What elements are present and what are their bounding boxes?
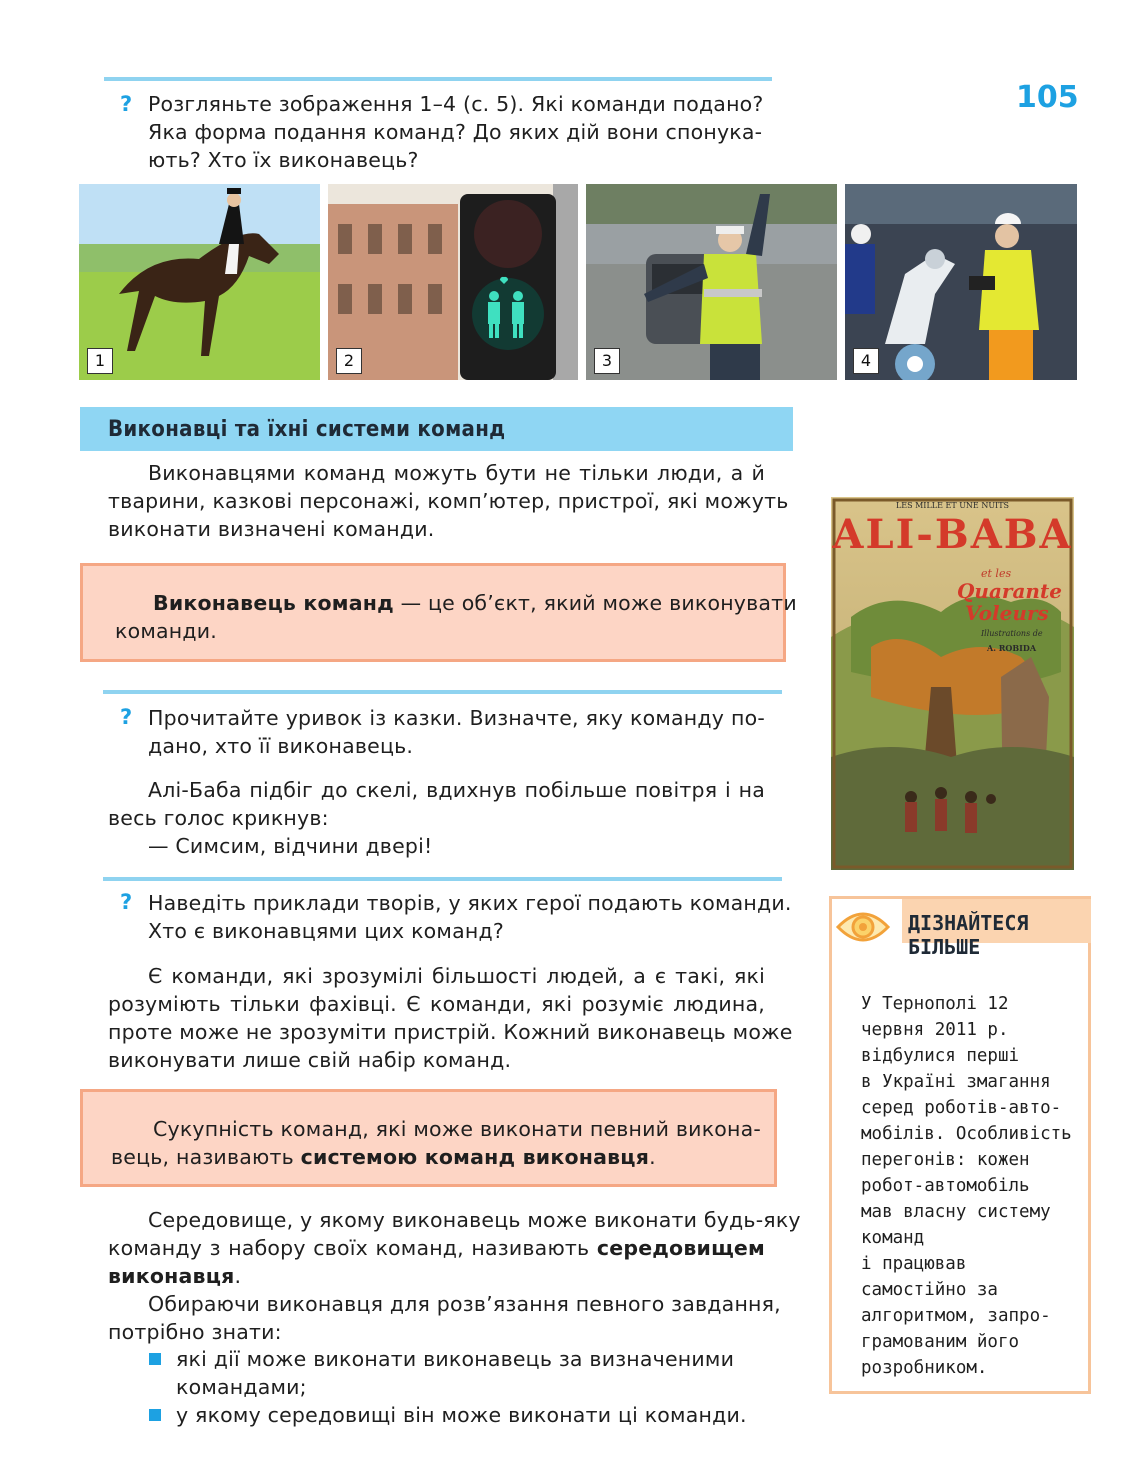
question-2-text: Прочитайте уривок із казки. Визначте, яку команду по- дано, хто її виконавець. (148, 706, 765, 758)
question-divider (103, 690, 782, 694)
definition-term: Виконавець команд (153, 591, 394, 615)
section-title: Виконавці та їхні системи команд (108, 417, 506, 442)
photo-label: 1 (87, 348, 113, 374)
bullet-square-icon (149, 1353, 161, 1365)
photo-label: 3 (594, 348, 620, 374)
paragraph-choosing: Обираючи виконавця для розв’язання певного завдання, потрібно знати: (108, 1292, 781, 1344)
bullet-item: у якому середовищі він може виконати ці команди. (176, 1403, 747, 1427)
book-cover-subtitle: et les (981, 567, 1012, 580)
question-mark-icon: ? (120, 705, 133, 729)
eye-icon (832, 899, 894, 955)
bullet-item: які дії може виконати виконавець за визначеними командами; (176, 1347, 735, 1399)
sidebar-text: У Тернополі 12 червня 2011 р. відбулися перші в Україні змагання серед роботів-авто- мобілів. Особливість перегонів: кожен робот-автомобіль мав власну систему команд і працював самостійно за алгоритмом, запро- грамованим його розробником. (861, 994, 1072, 1378)
environment-term: середовищем (596, 1236, 765, 1260)
photo-label: 4 (853, 348, 879, 374)
book-cover-subtitle: Quarante (957, 579, 1062, 603)
book-cover-subtitle: Voleurs (965, 601, 1049, 625)
question-3-text: Наведіть приклади творів, у яких герої подають команди. Хто є виконавцями цих команд? (148, 891, 792, 943)
question-mark-icon: ? (120, 92, 133, 116)
page-number: 105 (1016, 80, 1079, 115)
definition-box-executor: Виконавець команд — це об’єкт, який може виконувати команди. (80, 563, 786, 662)
sidebar-header (902, 899, 1091, 959)
tale-excerpt: Алі-Баба підбіг до скелі, вдихнув побільше повітря і на весь голос крикнув: — Симсим, відчини двері! (108, 778, 765, 858)
question-1-text: Розгляньте зображення 1–4 (с. 5). Які команди подано? Яка форма подання команд? До яких дій вони спонука- ють? Хто їх виконавець? (148, 92, 764, 172)
photo-traffic-light (328, 184, 578, 380)
book-cover-illustrations: Illustrations de (981, 629, 1043, 638)
paragraph-commands: Є команди, які зрозумілі більшості людей, а є такі, які розуміють тільки фахівці. Є команди, які розуміє людина, проте може не зрозуміти пристрій. Кожний виконавець може виконувати лише свій набір команд. (108, 964, 793, 1072)
definition-box-command-system: Сукупність команд, які може виконати певний викона- вець, називають системою команд виконавця. (80, 1089, 777, 1187)
photo-robot-welding (845, 184, 1077, 380)
question-divider (103, 877, 782, 881)
photo-horse-rider (79, 184, 320, 380)
environment-term: виконавця (108, 1264, 235, 1288)
bullet-square-icon (149, 1409, 161, 1421)
book-cover-top-line: LES MILLE ET UNE NUITS (895, 501, 1010, 510)
question-mark-icon: ? (120, 890, 133, 914)
sidebar-learn-more (829, 896, 1091, 1394)
definition-term: системою команд виконавця (300, 1145, 650, 1169)
paragraph-executors: Виконавцями команд можуть бути не тільки люди, а й тварини, казкові персонажі, комп’ютер, пристрої, які можуть виконати визначені команди. (108, 461, 789, 541)
book-cover-title: ALI-BABA (832, 511, 1073, 558)
sidebar-title: ДІЗНАЙТЕСЯ БІЛЬШЕ (908, 911, 1029, 959)
photo-label: 2 (336, 348, 362, 374)
photo-police-officer (586, 184, 837, 380)
question-divider (104, 77, 772, 81)
paragraph-environment: Середовище, у якому виконавець може виконати будь-яку команду з набору своїх команд, називають середовищем виконавця. (108, 1208, 801, 1288)
book-cover-ali-baba (831, 497, 1074, 870)
book-cover-artist: A. ROBIDA (987, 643, 1037, 653)
section-header (80, 407, 793, 451)
